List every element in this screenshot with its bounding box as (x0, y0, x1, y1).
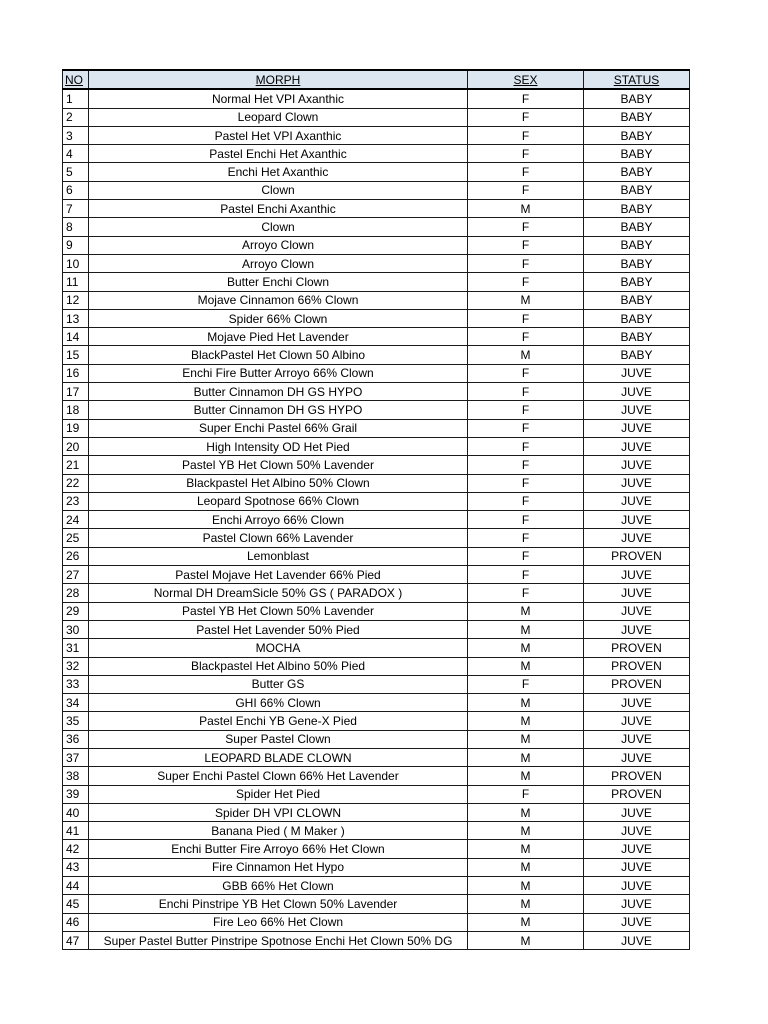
cell-morph: Fire Cinnamon Het Hypo (89, 858, 468, 876)
cell-morph: GBB 66% Het Clown (89, 877, 468, 895)
cell-morph: Blackpastel Het Albino 50% Pied (89, 657, 468, 675)
table-row (63, 309, 690, 327)
cell-sex: F (468, 145, 584, 163)
table-row (63, 748, 690, 766)
cell-morph: Arroyo Clown (89, 236, 468, 254)
cell-status: BABY (584, 200, 690, 218)
cell-no: 3 (63, 126, 89, 144)
cell-no: 8 (63, 218, 89, 236)
cell-no: 35 (63, 712, 89, 730)
cell-morph: Pastel Enchi Het Axanthic (89, 145, 468, 163)
cell-no: 7 (63, 200, 89, 218)
cell-status: PROVEN (584, 785, 690, 803)
cell-status: BABY (584, 181, 690, 199)
cell-status: BABY (584, 291, 690, 309)
cell-morph: Spider DH VPI CLOWN (89, 803, 468, 821)
cell-status: BABY (584, 236, 690, 254)
table-row (63, 236, 690, 254)
table-row (63, 181, 690, 199)
cell-sex: F (468, 675, 584, 693)
cell-morph: Pastel Clown 66% Lavender (89, 529, 468, 547)
cell-status: JUVE (584, 474, 690, 492)
cell-status: BABY (584, 163, 690, 181)
cell-status: JUVE (584, 694, 690, 712)
table-row (63, 145, 690, 163)
cell-morph: Super Pastel Clown (89, 730, 468, 748)
table-row (63, 712, 690, 730)
cell-sex: M (468, 877, 584, 895)
cell-sex: F (468, 383, 584, 401)
cell-sex: M (468, 712, 584, 730)
cell-morph: Clown (89, 181, 468, 199)
cell-morph: Pastel Enchi Axanthic (89, 200, 468, 218)
cell-morph: Super Pastel Butter Pinstripe Spotnose Enchi Het Clown 50% DG (89, 931, 468, 949)
cell-no: 18 (63, 401, 89, 419)
cell-status: JUVE (584, 895, 690, 913)
cell-no: 31 (63, 639, 89, 657)
header-morph: MORPH (89, 70, 468, 89)
table-row (63, 273, 690, 291)
cell-morph: Butter Cinnamon DH GS HYPO (89, 401, 468, 419)
cell-no: 16 (63, 364, 89, 382)
cell-sex: F (468, 584, 584, 602)
cell-sex: F (468, 419, 584, 437)
table-row (63, 437, 690, 455)
cell-morph: Enchi Pinstripe YB Het Clown 50% Lavender (89, 895, 468, 913)
cell-no: 39 (63, 785, 89, 803)
cell-sex: F (468, 126, 584, 144)
cell-sex: M (468, 291, 584, 309)
cell-status: BABY (584, 273, 690, 291)
cell-no: 10 (63, 254, 89, 272)
cell-sex: F (468, 328, 584, 346)
cell-morph: Enchi Fire Butter Arroyo 66% Clown (89, 364, 468, 382)
cell-sex: F (468, 547, 584, 565)
table-row (63, 895, 690, 913)
table-row (63, 328, 690, 346)
cell-status: BABY (584, 145, 690, 163)
cell-status: BABY (584, 89, 690, 108)
table-row (63, 657, 690, 675)
cell-sex: F (468, 273, 584, 291)
cell-no: 9 (63, 236, 89, 254)
table-row (63, 163, 690, 181)
cell-status: JUVE (584, 456, 690, 474)
cell-no: 38 (63, 767, 89, 785)
cell-status: JUVE (584, 511, 690, 529)
cell-no: 23 (63, 492, 89, 510)
cell-status: JUVE (584, 419, 690, 437)
cell-no: 21 (63, 456, 89, 474)
cell-sex: F (468, 181, 584, 199)
cell-no: 37 (63, 748, 89, 766)
table-row (63, 602, 690, 620)
table-body (63, 89, 690, 949)
table-row (63, 126, 690, 144)
table-row (63, 456, 690, 474)
cell-status: JUVE (584, 822, 690, 840)
cell-sex: F (468, 163, 584, 181)
table-row (63, 566, 690, 584)
cell-sex: M (468, 639, 584, 657)
cell-sex: M (468, 657, 584, 675)
table-row (63, 383, 690, 401)
cell-morph: MOCHA (89, 639, 468, 657)
table-row (63, 730, 690, 748)
cell-sex: F (468, 785, 584, 803)
cell-no: 46 (63, 913, 89, 931)
cell-no: 43 (63, 858, 89, 876)
cell-morph: Blackpastel Het Albino 50% Clown (89, 474, 468, 492)
cell-sex: F (468, 566, 584, 584)
cell-no: 47 (63, 931, 89, 949)
cell-morph: High Intensity OD Het Pied (89, 437, 468, 455)
table-row (63, 913, 690, 931)
cell-morph: Pastel Mojave Het Lavender 66% Pied (89, 566, 468, 584)
cell-morph: Banana Pied ( M Maker ) (89, 822, 468, 840)
cell-morph: Normal DH DreamSicle 50% GS ( PARADOX ) (89, 584, 468, 602)
cell-no: 27 (63, 566, 89, 584)
cell-morph: Normal Het VPI Axanthic (89, 89, 468, 108)
cell-status: JUVE (584, 364, 690, 382)
cell-no: 45 (63, 895, 89, 913)
cell-status: JUVE (584, 877, 690, 895)
table-row (63, 584, 690, 602)
cell-status: JUVE (584, 492, 690, 510)
header-sex: SEX (468, 70, 584, 89)
cell-sex: F (468, 474, 584, 492)
cell-no: 25 (63, 529, 89, 547)
cell-sex: M (468, 730, 584, 748)
cell-morph: Super Enchi Pastel 66% Grail (89, 419, 468, 437)
cell-status: BABY (584, 108, 690, 126)
cell-no: 34 (63, 694, 89, 712)
cell-status: JUVE (584, 840, 690, 858)
cell-no: 19 (63, 419, 89, 437)
cell-morph: Butter GS (89, 675, 468, 693)
table-row (63, 639, 690, 657)
cell-no: 20 (63, 437, 89, 455)
cell-no: 40 (63, 803, 89, 821)
cell-morph: Butter Enchi Clown (89, 273, 468, 291)
cell-status: BABY (584, 254, 690, 272)
table-row (63, 492, 690, 510)
cell-no: 29 (63, 602, 89, 620)
cell-no: 30 (63, 620, 89, 638)
cell-status: JUVE (584, 529, 690, 547)
cell-morph: Pastel Enchi YB Gene-X Pied (89, 712, 468, 730)
cell-no: 41 (63, 822, 89, 840)
cell-morph: Spider 66% Clown (89, 309, 468, 327)
cell-sex: M (468, 346, 584, 364)
table-row (63, 474, 690, 492)
cell-no: 14 (63, 328, 89, 346)
table-row (63, 547, 690, 565)
cell-no: 1 (63, 89, 89, 108)
cell-no: 11 (63, 273, 89, 291)
table-row (63, 511, 690, 529)
cell-sex: M (468, 913, 584, 931)
header-status: STATUS (584, 70, 690, 89)
cell-status: JUVE (584, 748, 690, 766)
cell-no: 24 (63, 511, 89, 529)
cell-no: 13 (63, 309, 89, 327)
cell-morph: GHI 66% Clown (89, 694, 468, 712)
cell-morph: Mojave Pied Het Lavender (89, 328, 468, 346)
cell-morph: Spider Het Pied (89, 785, 468, 803)
cell-status: JUVE (584, 584, 690, 602)
cell-sex: F (468, 364, 584, 382)
cell-no: 2 (63, 108, 89, 126)
cell-sex: M (468, 931, 584, 949)
cell-no: 17 (63, 383, 89, 401)
table-row (63, 346, 690, 364)
cell-status: JUVE (584, 401, 690, 419)
table-row (63, 931, 690, 949)
cell-morph: Enchi Arroyo 66% Clown (89, 511, 468, 529)
cell-status: JUVE (584, 602, 690, 620)
table-row (63, 419, 690, 437)
cell-status: BABY (584, 328, 690, 346)
cell-no: 12 (63, 291, 89, 309)
table-row (63, 218, 690, 236)
inventory-table (62, 69, 690, 950)
cell-sex: M (468, 748, 584, 766)
cell-morph: Arroyo Clown (89, 254, 468, 272)
cell-status: JUVE (584, 620, 690, 638)
cell-morph: Pastel Het Lavender 50% Pied (89, 620, 468, 638)
cell-status: JUVE (584, 566, 690, 584)
cell-status: BABY (584, 309, 690, 327)
cell-status: JUVE (584, 437, 690, 455)
cell-status: JUVE (584, 913, 690, 931)
cell-sex: M (468, 767, 584, 785)
table-row (63, 108, 690, 126)
cell-status: PROVEN (584, 639, 690, 657)
cell-morph: Mojave Cinnamon 66% Clown (89, 291, 468, 309)
cell-status: JUVE (584, 383, 690, 401)
cell-no: 4 (63, 145, 89, 163)
cell-sex: F (468, 236, 584, 254)
cell-no: 6 (63, 181, 89, 199)
cell-sex: M (468, 858, 584, 876)
cell-sex: M (468, 200, 584, 218)
cell-status: PROVEN (584, 767, 690, 785)
cell-morph: Enchi Butter Fire Arroyo 66% Het Clown (89, 840, 468, 858)
table-row (63, 694, 690, 712)
cell-sex: M (468, 694, 584, 712)
cell-status: BABY (584, 218, 690, 236)
table-row (63, 767, 690, 785)
cell-sex: F (468, 437, 584, 455)
cell-morph: Butter Cinnamon DH GS HYPO (89, 383, 468, 401)
header-row (63, 70, 690, 89)
table-row (63, 364, 690, 382)
cell-status: JUVE (584, 931, 690, 949)
cell-status: PROVEN (584, 547, 690, 565)
cell-morph: Leopard Spotnose 66% Clown (89, 492, 468, 510)
cell-sex: F (468, 401, 584, 419)
table-row (63, 401, 690, 419)
cell-status: PROVEN (584, 657, 690, 675)
cell-sex: F (468, 254, 584, 272)
cell-no: 5 (63, 163, 89, 181)
table-row (63, 858, 690, 876)
table-row (63, 877, 690, 895)
table-row (63, 89, 690, 108)
cell-no: 22 (63, 474, 89, 492)
cell-sex: F (468, 108, 584, 126)
cell-morph: BlackPastel Het Clown 50 Albino (89, 346, 468, 364)
table-row (63, 840, 690, 858)
cell-sex: F (468, 456, 584, 474)
cell-sex: F (468, 89, 584, 108)
cell-morph: Fire Leo 66% Het Clown (89, 913, 468, 931)
cell-morph: Pastel YB Het Clown 50% Lavender (89, 456, 468, 474)
cell-no: 15 (63, 346, 89, 364)
cell-morph: Super Enchi Pastel Clown 66% Het Lavender (89, 767, 468, 785)
table-row (63, 291, 690, 309)
cell-morph: Pastel Het VPI Axanthic (89, 126, 468, 144)
cell-morph: Leopard Clown (89, 108, 468, 126)
cell-status: JUVE (584, 730, 690, 748)
cell-sex: F (468, 511, 584, 529)
cell-sex: F (468, 492, 584, 510)
table-row (63, 529, 690, 547)
cell-sex: M (468, 895, 584, 913)
cell-sex: M (468, 602, 584, 620)
cell-sex: F (468, 218, 584, 236)
cell-status: BABY (584, 346, 690, 364)
cell-no: 44 (63, 877, 89, 895)
cell-sex: F (468, 309, 584, 327)
header-no: NO (63, 70, 89, 89)
cell-morph: Pastel YB Het Clown 50% Lavender (89, 602, 468, 620)
cell-status: JUVE (584, 803, 690, 821)
cell-status: JUVE (584, 858, 690, 876)
table-row (63, 675, 690, 693)
table-row (63, 785, 690, 803)
cell-no: 33 (63, 675, 89, 693)
cell-status: JUVE (584, 712, 690, 730)
table-header (63, 70, 690, 89)
cell-no: 32 (63, 657, 89, 675)
cell-morph: Clown (89, 218, 468, 236)
table-row (63, 822, 690, 840)
cell-status: BABY (584, 126, 690, 144)
cell-no: 28 (63, 584, 89, 602)
cell-sex: F (468, 529, 584, 547)
table-row (63, 620, 690, 638)
cell-status: PROVEN (584, 675, 690, 693)
cell-morph: Lemonblast (89, 547, 468, 565)
cell-no: 26 (63, 547, 89, 565)
cell-sex: M (468, 840, 584, 858)
cell-morph: LEOPARD BLADE CLOWN (89, 748, 468, 766)
cell-no: 36 (63, 730, 89, 748)
table-row (63, 803, 690, 821)
table-row (63, 200, 690, 218)
table-row (63, 254, 690, 272)
cell-no: 42 (63, 840, 89, 858)
cell-sex: M (468, 803, 584, 821)
cell-sex: M (468, 822, 584, 840)
cell-sex: M (468, 620, 584, 638)
cell-morph: Enchi Het Axanthic (89, 163, 468, 181)
